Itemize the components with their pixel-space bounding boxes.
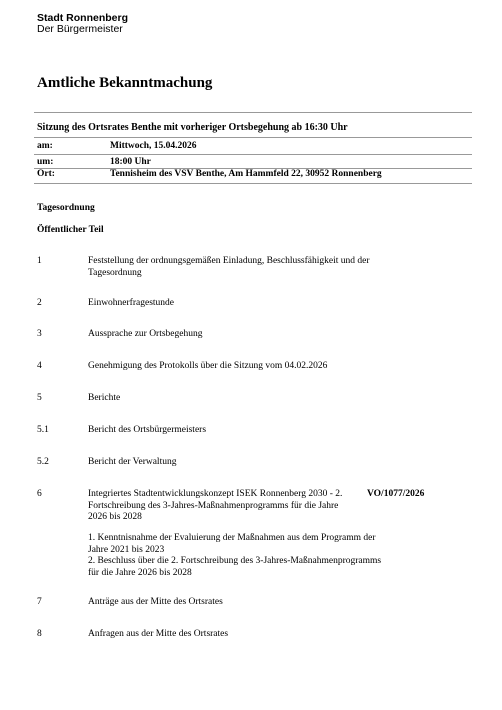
meeting-time-label: um:	[37, 157, 54, 167]
agenda-item-number: 2	[37, 298, 42, 308]
document-title: Amtliche Bekanntmachung	[37, 75, 213, 91]
agenda-item-text: Aussprache zur Ortsbegehung	[88, 329, 203, 339]
agenda-item-number: 8	[37, 629, 42, 639]
agenda-item-text: Einwohnerfragestunde	[88, 298, 174, 308]
agenda-item-detail: 2. Beschluss über die 2. Fortschreibung des 3-Jahres-Maßnahmenprogramms für die Jahre 2026 bis 2028	[88, 556, 382, 578]
meeting-date-value: Mittwoch, 15.04.2026	[110, 141, 197, 151]
agenda-item-number: 5	[37, 393, 42, 403]
agenda-item-text: Anfragen aus der Mitte des Ortsrates	[88, 629, 229, 639]
agenda-item-text: Berichte	[88, 393, 121, 403]
meeting-time-value: 18:00 Uhr	[110, 157, 151, 167]
divider	[34, 112, 472, 113]
agenda-item-number: 3	[37, 329, 42, 339]
divider	[34, 154, 472, 155]
agenda-item-text: Integriertes Stadtentwicklungskonzept ISEK Ronnenberg 2030 - 2. Fortschreibung des 3-Jahres-Maßnahmenprogramms für die Jahre 2026 bis 2028	[88, 489, 343, 522]
agenda-item-text: Feststellung der ordnungsgemäßen Einladung, Beschlussfähigkeit und der Tagesordnung	[88, 256, 370, 278]
org-name: Stadt Ronnenberg	[37, 12, 128, 24]
public-section-heading: Öffentlicher Teil	[37, 225, 104, 235]
agenda-item-number: 7	[37, 597, 42, 607]
agenda-item-number: 6	[37, 489, 42, 499]
agenda-item-number: 5.2	[37, 457, 49, 467]
agenda-item-detail: 1. Kenntnisnahme der Evaluierung der Maßnahmen aus dem Programm der Jahre 2021 bis 2023	[88, 533, 376, 555]
agenda-item-text: Bericht des Ortsbürgermeisters	[88, 425, 207, 435]
agenda-item-number: 4	[37, 361, 42, 371]
agenda-item-text: Anträge aus der Mitte des Ortsrates	[88, 597, 223, 607]
agenda-heading: Tagesordnung	[37, 203, 95, 213]
agenda-item-reference: VO/1077/2026	[367, 489, 425, 499]
divider	[34, 183, 472, 184]
divider	[34, 137, 472, 138]
agenda-item-number: 5.1	[37, 425, 49, 435]
org-subtitle: Der Bürgermeister	[37, 23, 123, 35]
meeting-location-value: Tennisheim des VSV Benthe, Am Hammfeld 22, 30952 Ronnenberg	[110, 169, 382, 179]
meeting-date-label: am:	[37, 141, 53, 151]
agenda-item-text: Bericht der Verwaltung	[88, 457, 177, 467]
agenda-item-number: 1	[37, 256, 42, 266]
meeting-heading: Sitzung des Ortsrates Benthe mit vorheriger Ortsbegehung ab 16:30 Uhr	[37, 122, 348, 133]
agenda-item-text: Genehmigung des Protokolls über die Sitzung vom 04.02.2026	[88, 361, 328, 371]
meeting-location-label: Ort:	[37, 169, 55, 179]
